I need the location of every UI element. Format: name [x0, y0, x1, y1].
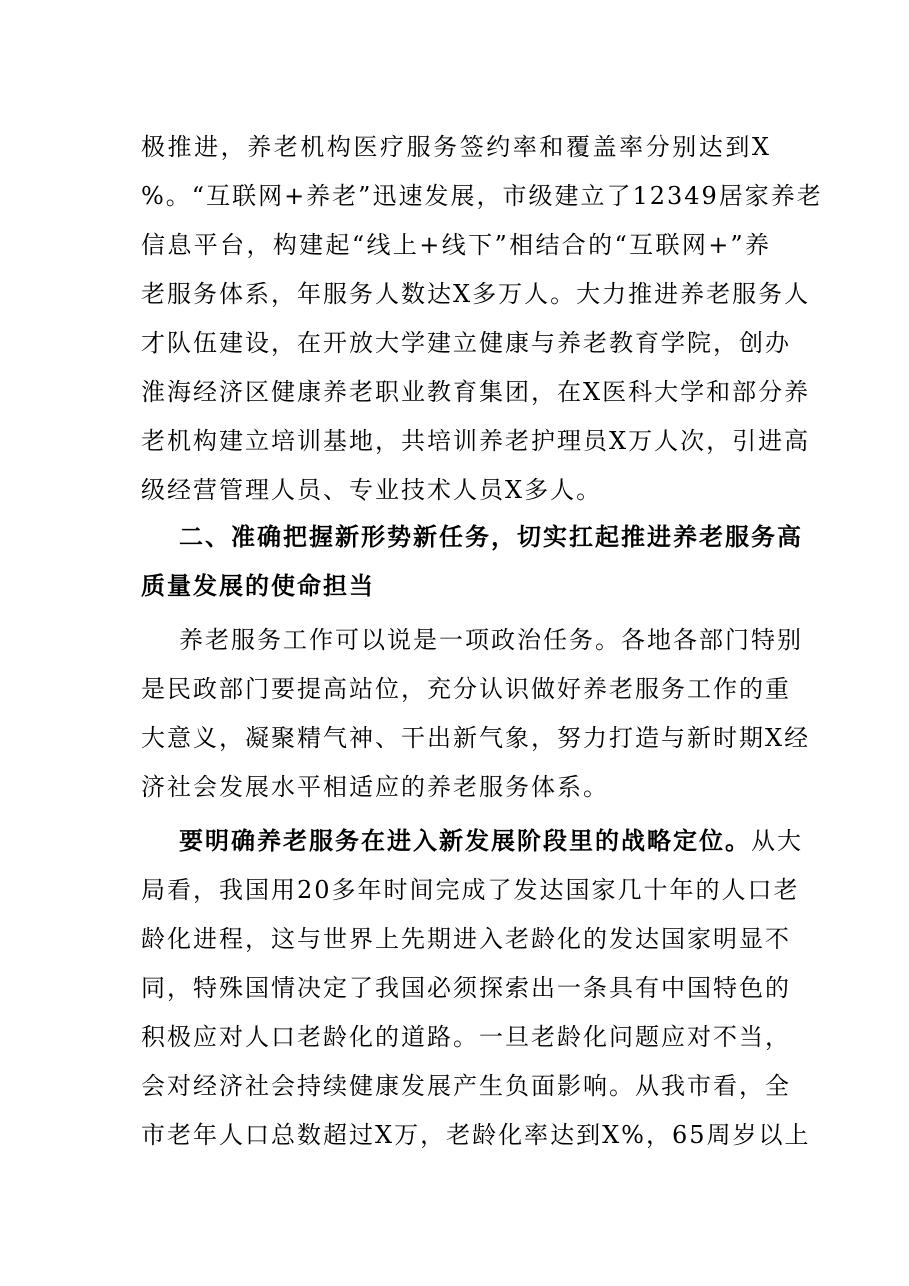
- paragraph-lead-bold: 要明确养老服务在进入新发展阶段里的战略定位。: [179, 827, 751, 855]
- paragraph-line: %。“互联网+养老”迅速发展，市级建立了12349居家养老: [141, 182, 823, 210]
- heading-line: 二、准确把握新形势新任务，切实扛起推进养老服务高: [179, 523, 803, 551]
- section-heading: [141, 513, 803, 611]
- paragraph-lead-rest: 从大: [751, 827, 803, 855]
- paragraph-line: 大意义，凝聚精气神、干出新气象，努力打造与新时期X经: [141, 724, 811, 752]
- heading-line: 质量发展的使命担当: [141, 572, 375, 600]
- paragraph-line: 同，特殊国情决定了我国必须探索出一条具有中国特色的: [141, 974, 791, 1002]
- paragraph-continuation: [141, 123, 823, 515]
- paragraph-line: 级经营管理人员、专业技术人员X多人。: [141, 476, 603, 504]
- paragraph-line: [141, 817, 803, 866]
- paragraph-line: 会对经济社会持续健康发展产生负面影响。从我市看，全: [141, 1072, 791, 1100]
- paragraph-line: 济社会发展水平相适应的养老服务体系。: [141, 773, 609, 801]
- paragraph-line: 局看，我国用20多年时间完成了发达国家几十年的人口老: [141, 876, 800, 904]
- paragraph-strategic-position: [141, 817, 811, 1160]
- paragraph-line: 信息平台，构建起“线上+线下”相结合的“互联网+”养: [141, 231, 771, 259]
- paragraph-line: 老机构建立培训基地，共培训养老护理员X万人次，引进高: [141, 427, 811, 455]
- paragraph-line: 是民政部门要提高站位，充分认识做好养老服务工作的重: [141, 675, 791, 703]
- paragraph-line: 淮海经济区健康养老职业教育集团，在X医科大学和部分养: [141, 378, 811, 406]
- paragraph-line: 才队伍建设，在开放大学建立健康与养老教育学院，创办: [141, 329, 791, 357]
- paragraph-line: 积极应对人口老龄化的道路。一旦老龄化问题应对不当，: [141, 1023, 791, 1051]
- paragraph-line: 市老年人口总数超过X万，老龄化率达到X%，65周岁以上: [141, 1121, 811, 1149]
- paragraph-line: 养老服务工作可以说是一项政治任务。各地各部门特别: [179, 626, 803, 654]
- paragraph-line: 老服务体系，年服务人数达X多万人。大力推进养老服务人: [141, 280, 811, 308]
- paragraph-line: 龄化进程，这与世界上先期进入老龄化的发达国家明显不: [141, 925, 791, 953]
- paragraph-line: 极推进，养老机构医疗服务签约率和覆盖率分别达到X: [141, 133, 771, 161]
- paragraph-political-task: [141, 616, 811, 812]
